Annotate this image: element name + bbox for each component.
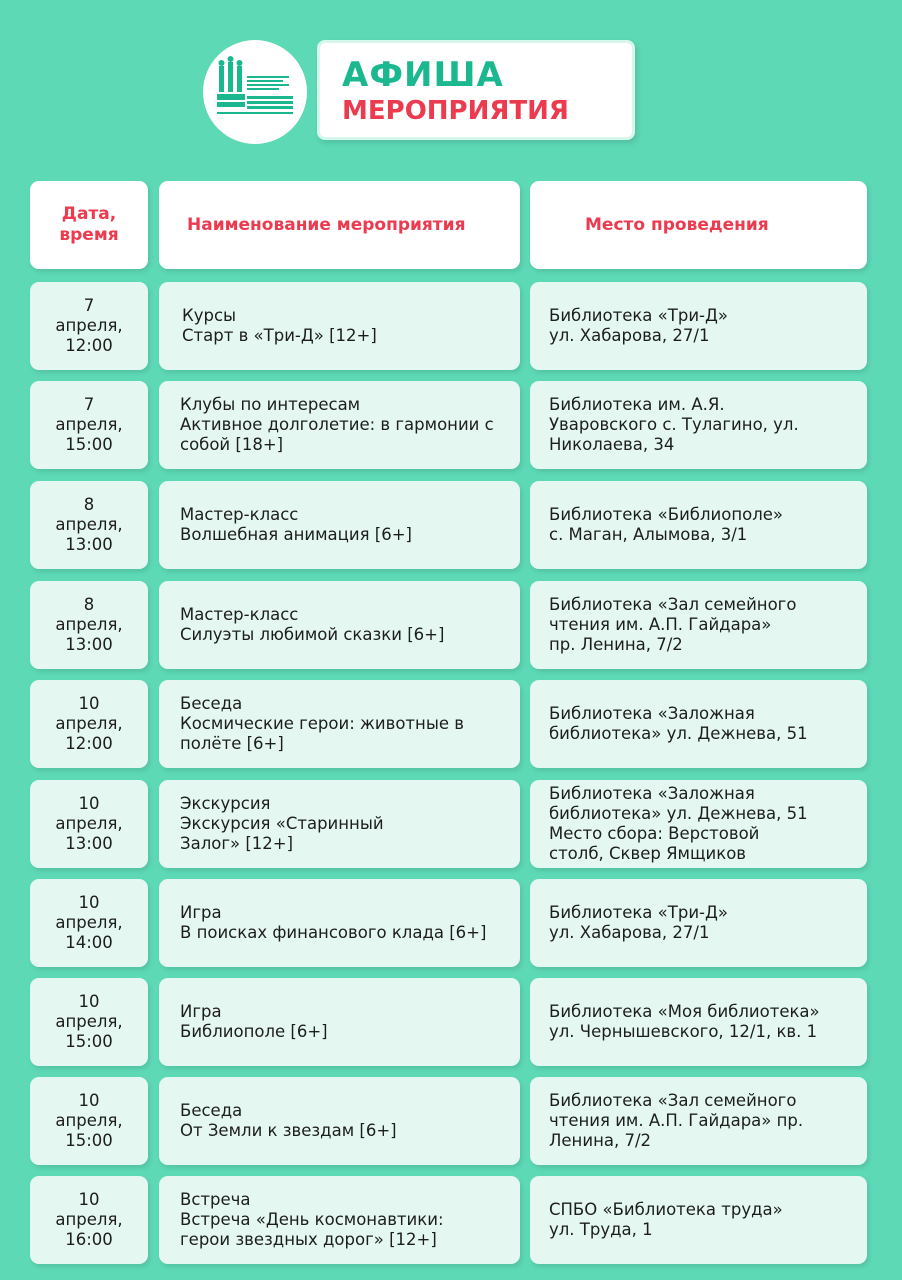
- place-text: Библиотека «Моя библиотека» ул. Чернышевского, 12/1, кв. 1: [549, 1002, 820, 1041]
- event-text: Беседа Космические герои: животные в полёте [6+]: [180, 694, 464, 753]
- row-9-date: [30, 1176, 148, 1264]
- row-1-place: [530, 381, 867, 469]
- place-text: Библиотека им. А.Я. Уваровского с. Тулагино, ул. Николаева, 34: [549, 395, 799, 454]
- row-5-date: [30, 780, 148, 868]
- row-3-date: [30, 581, 148, 669]
- date-text: 7 апреля, 12:00: [55, 296, 123, 355]
- place-text: Библиотека «Заложная библиотека» ул. Дежнева, 51: [549, 704, 808, 743]
- row-7-date: [30, 978, 148, 1066]
- event-text: Беседа От Земли к звездам [6+]: [180, 1101, 397, 1140]
- place-text: Библиотека «Три-Д» ул. Хабарова, 27/1: [549, 903, 728, 942]
- column-header-date-label: Дата, время: [59, 204, 119, 245]
- column-header-place: [530, 181, 867, 269]
- date-text: 10 апреля, 15:00: [55, 992, 123, 1051]
- date-text: 10 апреля, 13:00: [55, 794, 123, 853]
- place-text: Библиотека «Заложная библиотека» ул. Дежнева, 51 Место сбора: Верстовой столб, Сквер Ямщиков: [549, 784, 808, 863]
- library-logo-icon: [203, 40, 307, 144]
- event-text: Игра В поисках финансового клада [6+]: [180, 903, 487, 942]
- row-5-event: [159, 780, 520, 868]
- event-text: Курсы Старт в «Три-Д» [12+]: [182, 306, 377, 345]
- row-6-place: [530, 879, 867, 967]
- place-text: Библиотека «Зал семейного чтения им. А.П. Гайдара» пр. Ленина, 7/2: [549, 1091, 804, 1150]
- page-subtitle: МЕРОПРИЯТИЯ: [342, 96, 569, 126]
- event-text: Встреча Встреча «День космонавтики: герои звездных дорог» [12+]: [180, 1190, 444, 1249]
- place-text: Библиотека «Три-Д» ул. Хабарова, 27/1: [549, 306, 728, 345]
- title-box: [317, 40, 635, 140]
- row-9-event: [159, 1176, 520, 1264]
- event-text: Мастер-класс Силуэты любимой сказки [6+]: [180, 605, 445, 644]
- date-text: 10 апреля, 14:00: [55, 893, 123, 952]
- row-2-place: [530, 481, 867, 569]
- row-6-event: [159, 879, 520, 967]
- date-text: 8 апреля, 13:00: [55, 595, 123, 654]
- place-text: Библиотека «Библиополе» с. Маган, Алымова, 3/1: [549, 505, 784, 544]
- column-header-date: [30, 181, 148, 269]
- page-title: АФИША: [342, 55, 504, 95]
- row-0-place: [530, 282, 867, 370]
- date-text: 10 апреля, 12:00: [55, 694, 123, 753]
- row-2-date: [30, 481, 148, 569]
- column-header-place-label: Место проведения: [585, 214, 769, 235]
- event-text: Клубы по интересам Активное долголетие: в гармонии с собой [18+]: [180, 395, 494, 454]
- date-text: 8 апреля, 13:00: [55, 495, 123, 554]
- row-3-place: [530, 581, 867, 669]
- event-text: Экскурсия Экскурсия «Старинный Залог» [12+]: [180, 794, 384, 853]
- row-1-date: [30, 381, 148, 469]
- date-text: 10 апреля, 16:00: [55, 1190, 123, 1249]
- row-4-event: [159, 680, 520, 768]
- row-7-place: [530, 978, 867, 1066]
- row-7-event: [159, 978, 520, 1066]
- row-6-date: [30, 879, 148, 967]
- column-header-event-label: Наименование мероприятия: [187, 214, 466, 235]
- date-text: 10 апреля, 15:00: [55, 1091, 123, 1150]
- row-5-place: [530, 780, 867, 868]
- row-9-place: [530, 1176, 867, 1264]
- row-8-place: [530, 1077, 867, 1165]
- event-text: Игра Библиополе [6+]: [180, 1002, 328, 1041]
- row-4-place: [530, 680, 867, 768]
- event-text: Мастер-класс Волшебная анимация [6+]: [180, 505, 412, 544]
- column-header-event: [159, 181, 520, 269]
- row-3-event: [159, 581, 520, 669]
- place-text: СПБО «Библиотека труда» ул. Труда, 1: [549, 1200, 783, 1239]
- place-text: Библиотека «Зал семейного чтения им. А.П. Гайдара» пр. Ленина, 7/2: [549, 595, 797, 654]
- row-8-date: [30, 1077, 148, 1165]
- row-0-event: [159, 282, 520, 370]
- date-text: 7 апреля, 15:00: [55, 395, 123, 454]
- row-4-date: [30, 680, 148, 768]
- row-2-event: [159, 481, 520, 569]
- row-0-date: [30, 282, 148, 370]
- row-1-event: [159, 381, 520, 469]
- row-8-event: [159, 1077, 520, 1165]
